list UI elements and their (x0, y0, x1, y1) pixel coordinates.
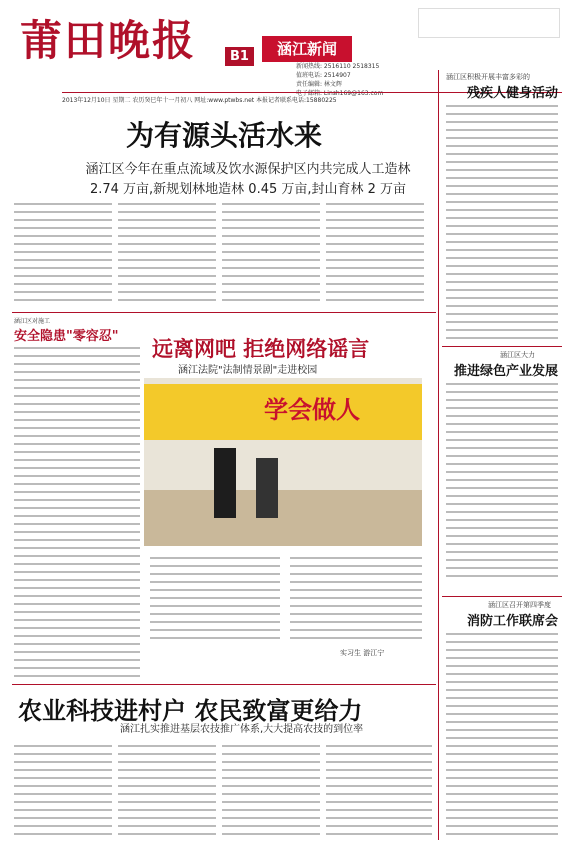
right-story-body (446, 102, 558, 342)
actor-figure (256, 458, 278, 518)
contact-line: 值班电话: 2514907 (296, 72, 351, 79)
agri-body-col-3 (222, 742, 320, 840)
right-bottom-body (446, 630, 558, 840)
lead-headline: 为有源头活水来 (125, 119, 322, 152)
right-mid-title: 推进绿色产业发展 (453, 364, 558, 379)
right-divider (442, 596, 562, 597)
feature-headline: 远离网吧 拒绝网络谣言 (152, 337, 370, 361)
right-mid-tag: 涵江区大力 (500, 351, 535, 359)
newspaper-logo: 莆田晚报 (20, 16, 197, 65)
lead-body-col-3 (222, 200, 320, 310)
agri-body-col-2 (118, 742, 216, 840)
right-story-title: 残疾人健身活动 (466, 86, 558, 101)
safety-story-tag: 涵江区对施工 (14, 318, 51, 325)
right-divider (442, 346, 562, 347)
safety-story-title: 安全隐患"零容忍" (14, 329, 119, 344)
right-bottom-tag: 涵江区召开第四季度 (488, 601, 551, 609)
section-divider (12, 684, 436, 685)
right-mid-body (446, 380, 558, 580)
contact-line: 电子邮箱: Linsh169@163.com (296, 90, 384, 97)
lead-body-col-4 (326, 200, 424, 310)
feature-body-col-2 (290, 554, 422, 642)
feature-byline: 实习生 游江宁 (340, 649, 385, 657)
lead-body-col-1 (14, 200, 112, 310)
feature-photo (144, 378, 422, 546)
safety-story-body (14, 344, 140, 678)
right-bottom-title: 消防工作联席会 (466, 614, 558, 629)
lead-subhead-2: 2.74 万亩,新规划林地造林 0.45 万亩,封山育林 2 万亩 (89, 182, 407, 197)
right-story-tag: 涵江区积极开展丰富多彩的 (446, 73, 530, 81)
photo-stage (144, 490, 422, 546)
contact-line: 责任编辑: 林文辉 (296, 81, 342, 88)
page-number: B1 (225, 47, 254, 66)
feature-subhead: 涵江法院"法制情景剧"走进校园 (178, 365, 318, 376)
agri-subhead: 涵江扎实推进基层农技推广体系,大大提高农技的到位率 (120, 724, 364, 735)
promo-box (418, 8, 560, 38)
section-divider (12, 312, 436, 313)
contact-line: 新闻热线: 2516110 2518315 (296, 63, 380, 70)
feature-body-col-1 (150, 554, 280, 642)
agri-body-col-1 (14, 742, 112, 840)
agri-headline: 农业科技进村户 农民致富更给力 (18, 697, 363, 725)
lead-subhead-1: 涵江区今年在重点流域及饮水源保护区内共完成人工造林 (85, 162, 411, 177)
photo-banner-text: 学会做人 (264, 396, 360, 424)
section-title: 涵江新闻 (262, 36, 352, 62)
actor-figure (214, 448, 236, 518)
agri-body-col-4 (326, 742, 432, 840)
date-line: 2013年12月10日 星期二 农历癸巳年十一月初八 网址:www.ptwbs.net 本报记者联系电话:15880225 (62, 92, 562, 104)
lead-body-col-2 (118, 200, 216, 310)
